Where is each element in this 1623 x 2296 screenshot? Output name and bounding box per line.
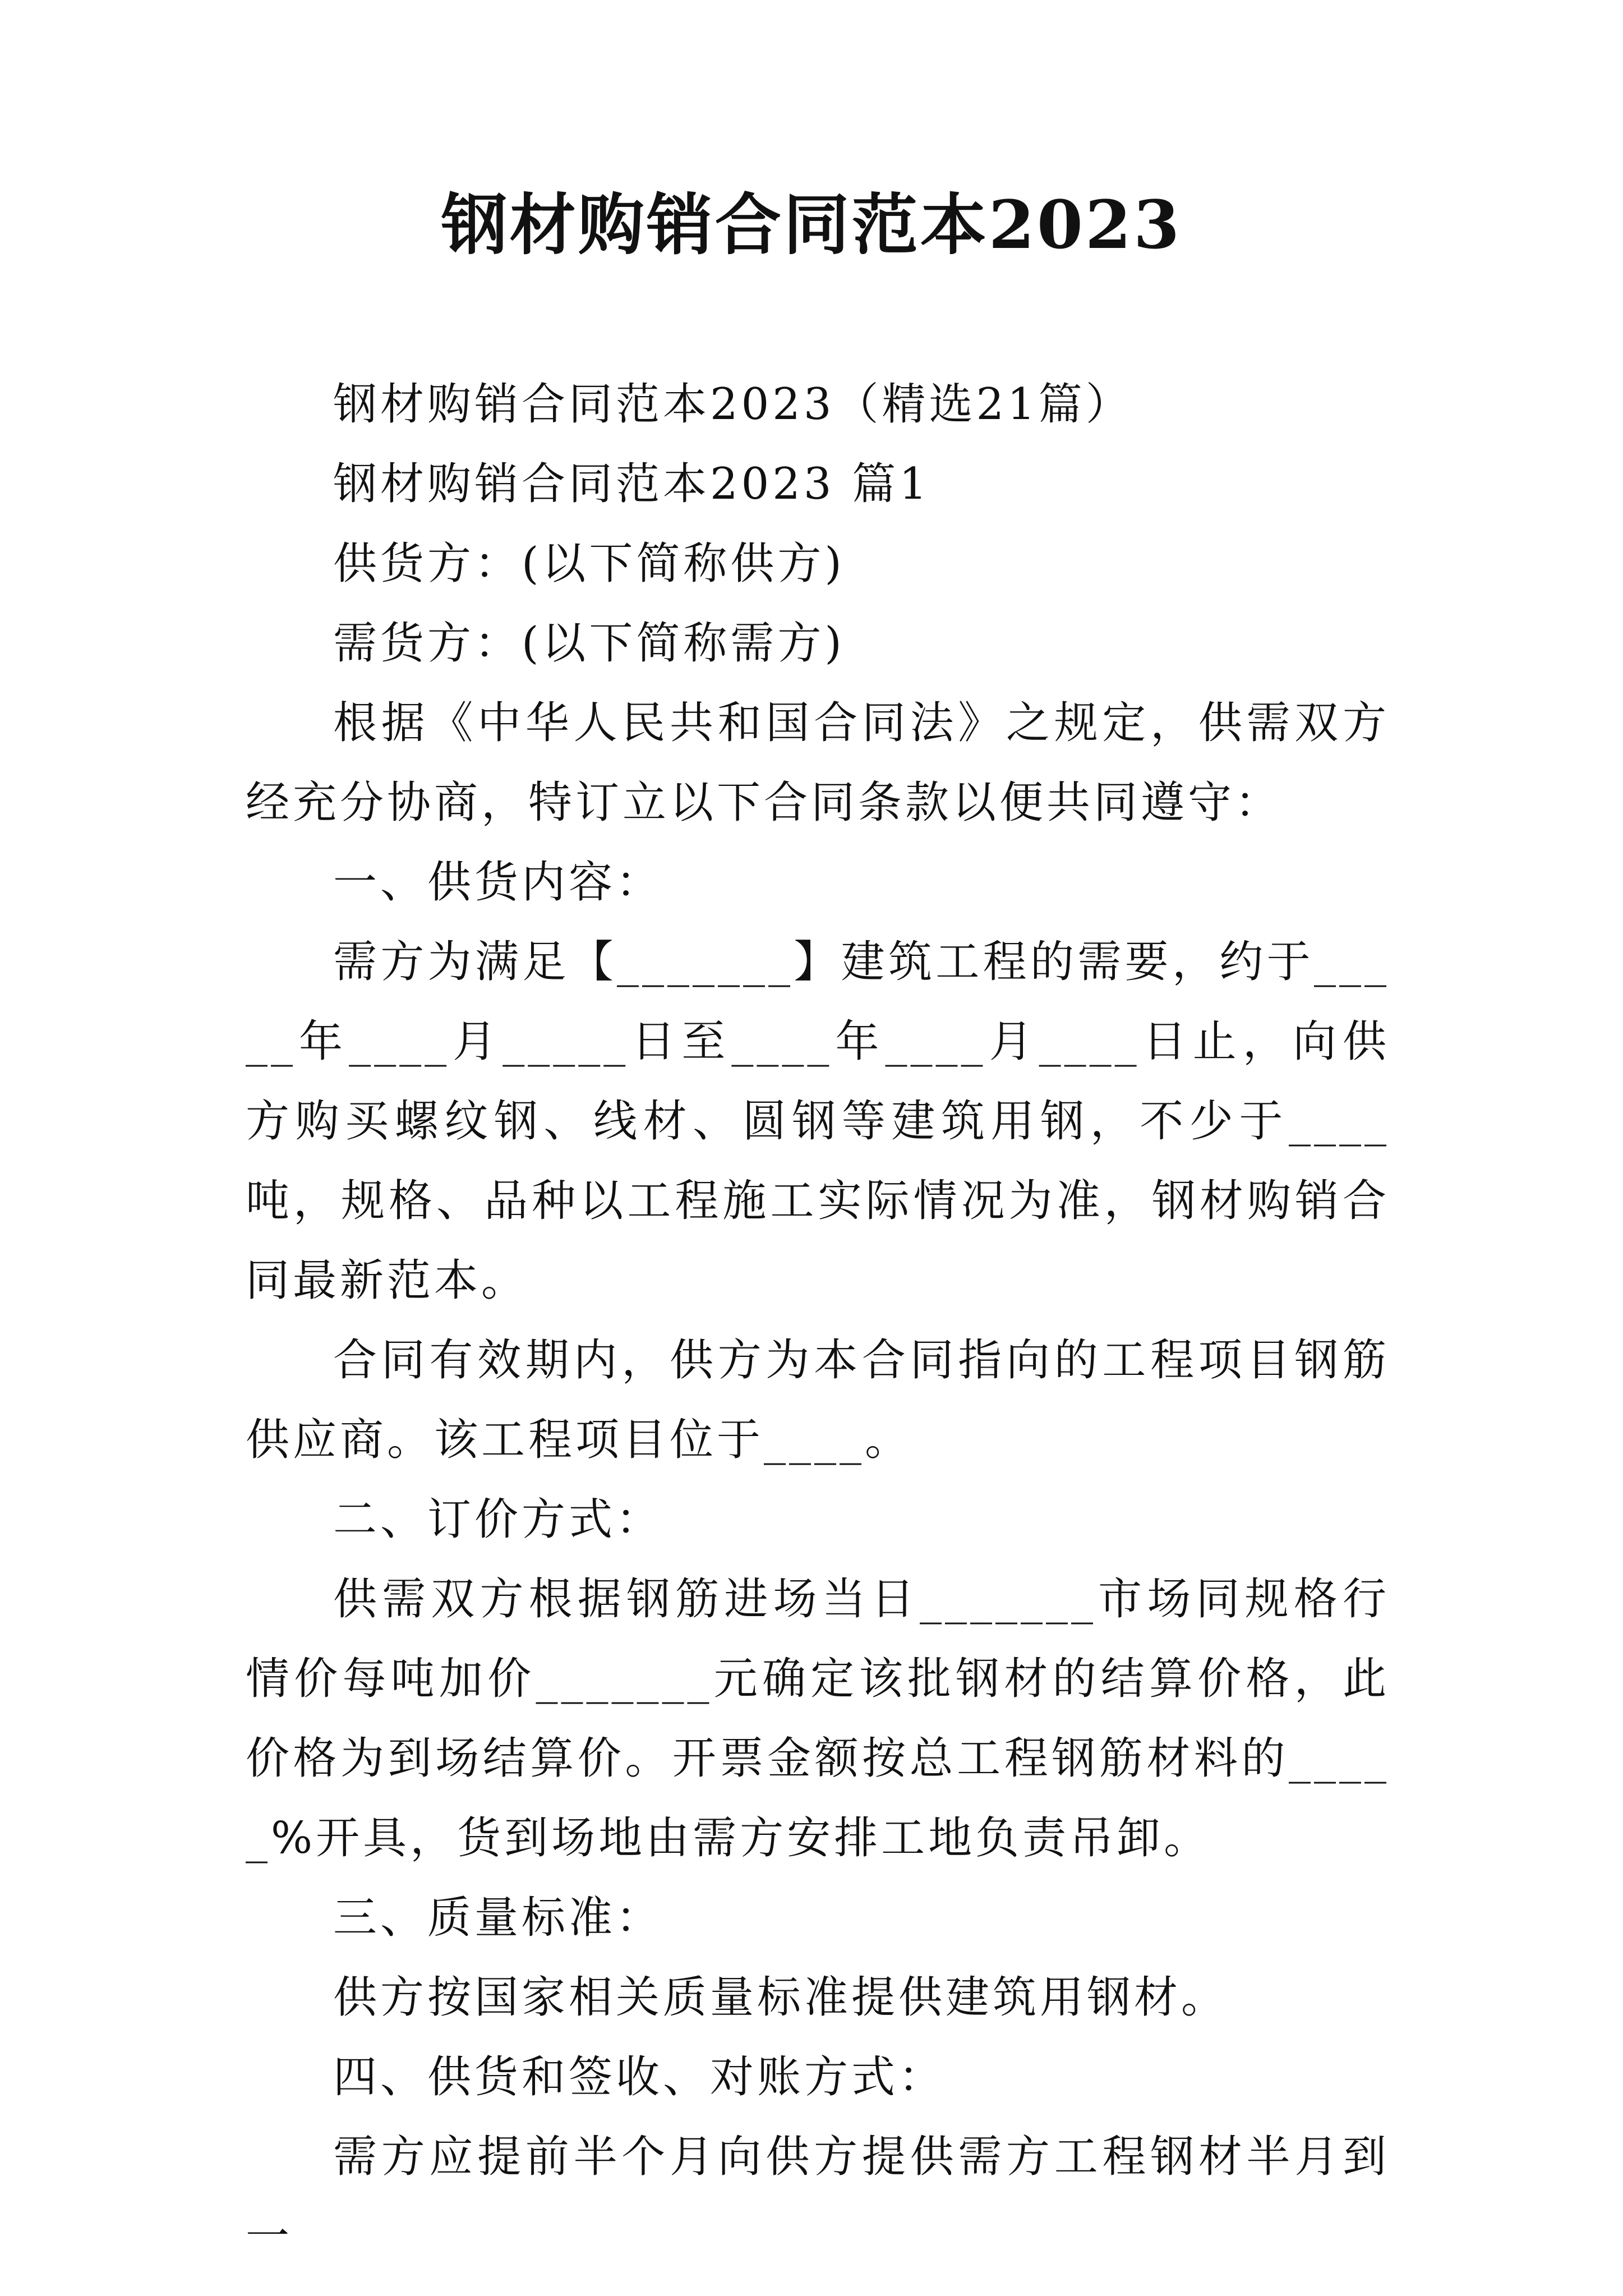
paragraph-intro: 根据《中华人民共和国合同法》之规定，供需双方经充分协商，特订立以下合同条款以便共同遵守： [246,698,1390,828]
paragraph-buyer: 需货方：(以下简称需方) [333,618,845,669]
paragraph-heading-4: 四、供货和签收、对账方式： [333,2052,946,2102]
paragraph-supplier: 供货方：(以下简称供方) [333,539,845,589]
paragraph-validity: 合同有效期内，供方为本合同指向的工程项目钢筋供应商。该工程项目位于____。 [246,1335,1390,1465]
document-title: 钢材购销合同范本2023 [441,186,1182,264]
document-body [246,365,1390,2276]
paragraph-quality: 供方按国家相关质量标准提供建筑用钢材。 [333,1972,1229,2023]
paragraph-pricing: 供需双方根据钢筋进场当日_______市场同规格行情价每吨加价_______元确定该批钢材的结算价格，此价格为到场结算价。开票金额按总工程钢筋材料的_____%开具，货到场地由需方安排工地负责吊卸。 [246,1574,1390,1864]
paragraph-supply-content: 需方为满足【_______】建筑工程的需要，约于_____年____月_____日至____年____月____日止，向供方购买螺纹钢、线材、圆钢等建筑用钢，不少于____吨，规格、品种以工程施工实际情况为准，钢材购销合同最新范本。 [246,937,1390,1306]
paragraph-heading-1: 一、供货内容： [333,857,663,908]
paragraph-section-heading: 钢材购销合同范本2023 篇1 [333,459,930,509]
paragraph-heading-3: 三、质量标准： [333,1893,663,1943]
paragraph-heading-2: 二、订价方式： [333,1494,663,1545]
paragraph-subtitle: 钢材购销合同范本2023（精选21篇） [333,379,1133,430]
paragraph-delivery: 需方应提前半个月向供方提供需方工程钢材半月到一 [246,2132,1390,2262]
